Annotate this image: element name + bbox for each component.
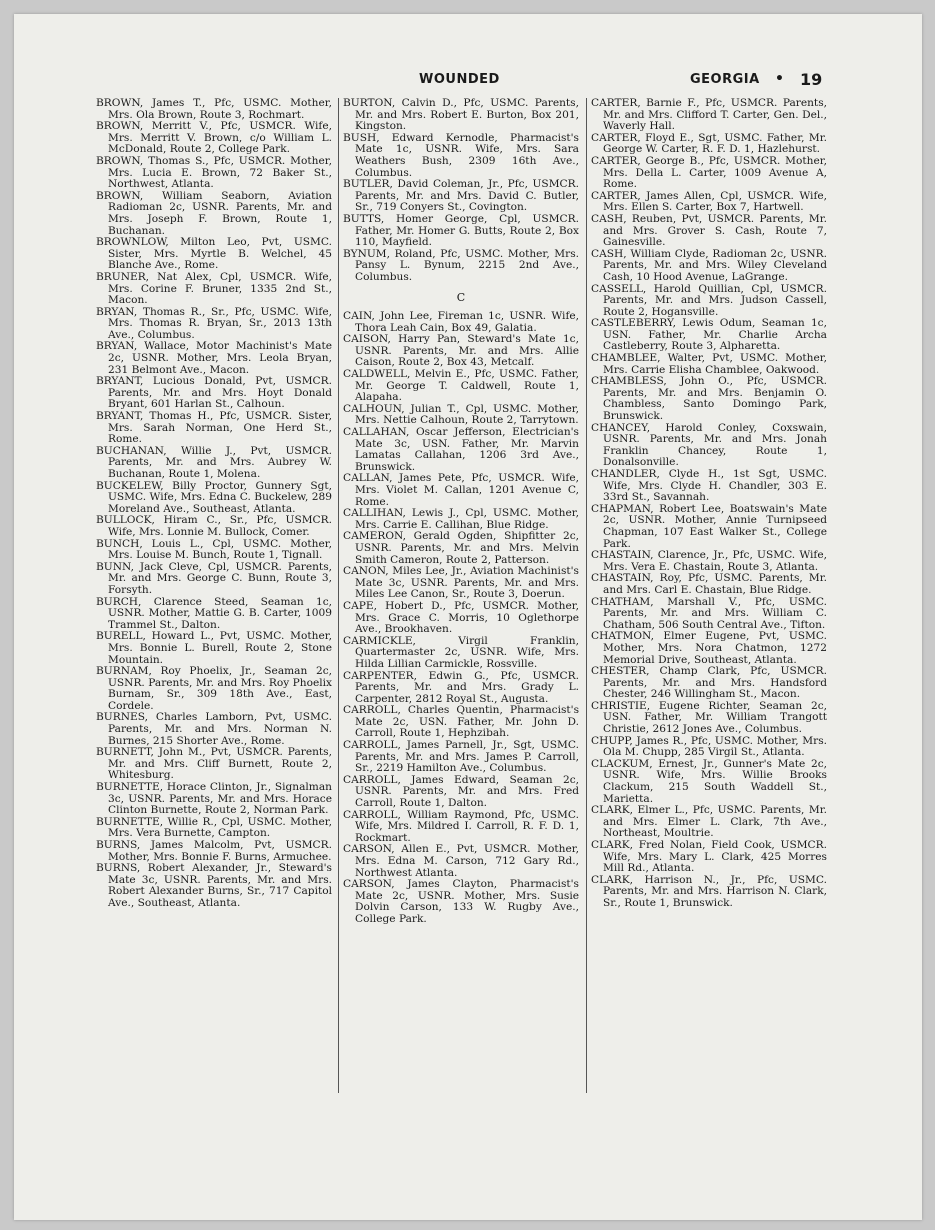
casualty-entry: CAIN, John Lee, Fireman 1c, USNR. Wife, Thora Leah Cain, Box 49, Galatia.	[343, 310, 579, 334]
casualty-entry: CHAMBLEE, Walter, Pvt, USMC. Mother, Mrs. Carrie Elisha Chamblee, Oakwood.	[591, 352, 827, 376]
page-header	[0, 72, 935, 92]
casualty-entry: CARSON, James Clayton, Pharmacist's Mate 2c, USNR. Mother, Mrs. Susie Dolvin Carson, 133 W. Rugby Ave., College Park.	[343, 878, 579, 925]
casualty-entry: CARTER, Barnie F., Pfc, USMCR. Parents, Mr. and Mrs. Clifford T. Carter, Gen. Del., Waverly Hall.	[591, 97, 827, 133]
casualty-entry: CARTER, James Allen, Cpl, USMCR. Wife, Mrs. Ellen S. Carter, Box 7, Hartwell.	[591, 189, 827, 214]
casualty-entry: CHAPMAN, Robert Lee, Boatswain's Mate 2c, USNR. Mother, Annie Turnipseed Chapman, 107 East Walker St., College Park.	[591, 502, 827, 550]
casualty-entry: BUCKELEW, Billy Proctor, Gunnery Sgt, USMC. Wife, Mrs. Edna C. Buckelew, 289 Moreland Ave., Southeast, Atlanta.	[96, 479, 332, 515]
casualty-entry: BRUNER, Nat Alex, Cpl, USMCR. Wife, Mrs. Corine F. Bruner, 1335 2nd St., Macon.	[96, 270, 332, 307]
casualty-entry: CHRISTIE, Eugene Richter, Seaman 2c, USN. Father, Mr. William Trangott Christie, 2612 Jones Ave., Columbus.	[591, 699, 827, 736]
casualty-entry: CALLIHAN, Lewis J., Cpl, USMC. Mother, Mrs. Carrie E. Callihan, Blue Ridge.	[343, 507, 579, 531]
casualty-entry: BURNS, James Malcolm, Pvt, USMCR. Mother, Mrs. Bonnie F. Burns, Armuchee.	[96, 839, 332, 863]
casualty-entry: BURNES, Charles Lamborn, Pvt, USMC. Parents, Mr. and Mrs. Norman N. Burnes, 215 Shorter Ave., Rome.	[96, 711, 332, 747]
header-state: GEORGIA	[690, 72, 760, 87]
casualty-entry: CALLAN, James Pete, Pfc, USMCR. Wife, Mrs. Violet M. Callan, 1201 Avenue C, Rome.	[343, 472, 579, 508]
casualty-entry: BROWNLOW, Milton Leo, Pvt, USMC. Sister, Mrs. Myrtle B. Welchel, 45 Blanche Ave., Rome.	[96, 236, 332, 272]
casualty-entry: BRYAN, Wallace, Motor Machinist's Mate 2c, USNR. Mother, Mrs. Leola Bryan, 231 Belmont Ave., Macon.	[96, 340, 332, 376]
casualty-entry: CAPE, Hobert D., Pfc, USMCR. Mother, Mrs. Grace C. Morris, 10 Oglethorpe Ave., Brookhaven.	[343, 599, 579, 636]
casualty-entry: CHAMBLESS, John O., Pfc, USMCR. Parents, Mr. and Mrs. Benjamin O. Chambless, Santo Domingo Park, Brunswick.	[591, 375, 827, 423]
casualty-entry: CARROLL, James Parnell, Jr., Sgt, USMC. Parents, Mr. and Mrs. James P. Carroll, Sr., 2219 Hamilton Ave., Columbus.	[343, 739, 579, 775]
casualty-entry: CLARK, Fred Nolan, Field Cook, USMCR. Wife, Mrs. Mary L. Clark, 425 Morres Mill Rd., Atlanta.	[591, 839, 827, 875]
casualty-entry: CHATMON, Elmer Eugene, Pvt, USMC. Mother, Mrs. Nora Chatmon, 1272 Memorial Drive, Southeast, Atlanta.	[591, 630, 827, 666]
casualty-entry: CARTER, George B., Pfc, USMCR. Mother, Mrs. Della L. Carter, 1009 Avenue A, Rome.	[591, 154, 827, 191]
casualty-entry: BROWN, William Seaborn, Aviation Radioman 2c, USNR. Parents, Mr. and Mrs. Joseph F. Brown, Route 1, Buchanan.	[96, 189, 332, 237]
casualty-entry: CARSON, Allen E., Pvt, USMCR. Mother, Mrs. Edna M. Carson, 712 Gary Rd., Northwest Atlanta.	[343, 843, 579, 879]
page-number: 19	[800, 70, 823, 89]
casualty-entry: BROWN, Thomas S., Pfc, USMCR. Mother, Mrs. Lucia E. Brown, 72 Baker St., Northwest, Atlanta.	[96, 154, 332, 191]
casualty-entry: CLACKUM, Ernest, Jr., Gunner's Mate 2c, USNR. Wife, Mrs. Willie Brooks Clackum, 215 South Waddell St., Marietta.	[591, 757, 827, 805]
casualty-entry: CAISON, Harry Pan, Steward's Mate 1c, USNR. Parents, Mr. and Mrs. Allie Caison, Route 2, Box 43, Metcalf.	[343, 333, 579, 369]
casualty-entry: CALLAHAN, Oscar Jefferson, Electrician's Mate 3c, USN. Father, Mr. Marvin Lamatas Callahan, 1206 3rd Ave., Brunswick.	[343, 426, 579, 473]
casualty-entry: BUTLER, David Coleman, Jr., Pfc, USMCR. Parents, Mr. and Mrs. David C. Butler, Sr., 719 Conyers St., Covington.	[343, 178, 579, 214]
casualty-entry: BUNN, Jack Cleve, Cpl, USMCR. Parents, Mr. and Mrs. George C. Bunn, Route 3, Forsyth.	[96, 560, 332, 596]
casualty-entry: CHANCEY, Harold Conley, Coxswain, USNR. Parents, Mr. and Mrs. Jonah Franklin Chancey, Route 1, Donalsonville.	[591, 421, 827, 469]
casualty-entry: CASSELL, Harold Quillian, Cpl, USMCR. Parents, Mr. and Mrs. Judson Cassell, Route 2, Hogansville.	[591, 282, 827, 318]
casualty-entry: BURELL, Howard L., Pvt, USMC. Mother, Mrs. Bonnie L. Burell, Route 2, Stone Mountain.	[96, 630, 332, 666]
casualty-entry: CARTER, Floyd E., Sgt, USMC. Father, Mr. George W. Carter, R. F. D. 1, Hazlehurst.	[591, 131, 827, 156]
casualty-entry: BRYANT, Lucious Donald, Pvt, USMCR. Parents, Mr. and Mrs. Hoyt Donald Bryant, 601 Harlan St., Calhoun.	[96, 375, 332, 411]
casualty-entry: BUTTS, Homer George, Cpl, USMCR. Father, Mr. Homer G. Butts, Route 2, Box 110, Mayfield.	[343, 212, 579, 249]
casualty-entry: BUCHANAN, Willie J., Pvt, USMCR. Parents, Mr. and Mrs. Aubrey W. Buchanan, Route 1, Molena.	[96, 444, 332, 480]
column-1	[96, 98, 332, 910]
casualty-entry: CARROLL, William Raymond, Pfc, USMC. Wife, Mrs. Mildred I. Carroll, R. F. D. 1, Rockmart.	[343, 808, 579, 844]
casualty-entry: BUSH, Edward Kernodle, Pharmacist's Mate 1c, USNR. Wife, Mrs. Sara Weathers Bush, 2309 16th Ave., Columbus.	[343, 131, 579, 179]
casualty-entry: BURNS, Robert Alexander, Jr., Steward's Mate 3c, USNR. Parents, Mr. and Mrs. Robert Alexander Burns, Sr., 717 Capitol Ave., Southeast, Atlanta.	[96, 862, 332, 909]
header-title: WOUNDED	[419, 72, 500, 87]
casualty-entry: CLARK, Harrison N., Jr., Pfc, USMC. Parents, Mr. and Mrs. Harrison N. Clark, Sr., Route 1, Brunswick.	[591, 873, 827, 909]
casualty-entry: BURCH, Clarence Steed, Seaman 1c, USNR. Mother, Mattie G. B. Carter, 1009 Trammel St., Dalton.	[96, 595, 332, 631]
casualty-entry: BURTON, Calvin D., Pfc, USMC. Parents, Mr. and Mrs. Robert E. Burton, Box 201, Kingston.	[343, 97, 579, 133]
casualty-entry: BURNAM, Roy Phoelix, Jr., Seaman 2c, USNR. Parents, Mr. and Mrs. Roy Phoelix Burnam, Sr., 309 18th Ave., East, Cordele.	[96, 665, 332, 712]
casualty-entry: CARPENTER, Edwin G., Pfc, USMCR. Parents, Mr. and Mrs. Grady L. Carpenter, 2812 Royal St., Augusta.	[343, 669, 579, 705]
casualty-entry: BURNETTE, Horace Clinton, Jr., Signalman 3c, USNR. Parents, Mr. and Mrs. Horace Clinton Burnette, Route 2, Norman Park.	[96, 781, 332, 817]
casualty-entry: BROWN, Merritt V., Pfc, USMCR. Wife, Mrs. Merritt V. Brown, c/o William L. McDonald, Route 2, College Park.	[96, 120, 332, 156]
casualty-entry: CHASTAIN, Clarence, Jr., Pfc, USMC. Wife, Mrs. Vera E. Chastain, Route 3, Atlanta.	[591, 549, 827, 573]
column-3	[591, 98, 827, 910]
casualty-entry: CLARK, Elmer L., Pfc, USMC. Parents, Mr. and Mrs. Elmer L. Clark, 7th Ave., Northeast, Moultrie.	[591, 804, 827, 840]
casualty-entry: CARROLL, Charles Quentin, Pharmacist's Mate 2c, USN. Father, Mr. John D. Carroll, Route 1, Hephzibah.	[343, 704, 579, 740]
casualty-entry: BUNCH, Louis L., Cpl, USMC. Mother, Mrs. Louise M. Bunch, Route 1, Tignall.	[96, 537, 332, 562]
casualty-entry: CALHOUN, Julian T., Cpl, USMC. Mother, Mrs. Nettie Calhoun, Route 2, Tarrytown.	[343, 402, 579, 427]
casualty-entry: CARROLL, James Edward, Seaman 2c, USNR. Parents, Mr. and Mrs. Fred Carroll, Route 1, Dalton.	[343, 773, 579, 810]
casualty-entry: CASH, Reuben, Pvt, USMCR. Parents, Mr. and Mrs. Grover S. Cash, Route 7, Gainesville.	[591, 212, 827, 249]
casualty-entry: CHESTER, Champ Clark, Pfc, USMCR. Parents, Mr. and Mrs. Handsford Chester, 246 Willingham St., Macon.	[591, 665, 827, 701]
column-2-entries-before	[343, 98, 579, 284]
casualty-entry: CHUPP, James R., Pfc, USMC. Mother, Mrs. Ola M. Chupp, 285 Virgil St., Atlanta.	[591, 734, 827, 759]
column-2-entries-after	[343, 311, 579, 925]
header-bullet: •	[775, 71, 784, 87]
casualty-entry: CASH, William Clyde, Radioman 2c, USNR. Parents, Mr. and Mrs. Wiley Cleveland Cash, 10 Hood Avenue, LaGrange.	[591, 247, 827, 283]
casualty-entry: BRYAN, Thomas R., Sr., Pfc, USMC. Wife, Mrs. Thomas R. Bryan, Sr., 2013 13th Ave., Columbus.	[96, 305, 332, 341]
casualty-entry: CARMICKLE, Virgil Franklin, Quartermaster 2c, USNR. Wife, Mrs. Hilda Lillian Carmickle, Rossville.	[343, 634, 579, 670]
column-2	[343, 98, 579, 926]
casualty-entry: CAMERON, Gerald Ogden, Shipfitter 2c, USNR. Parents, Mr. and Mrs. Melvin Smith Cameron, Route 2, Patterson.	[343, 530, 579, 566]
casualty-entry: CHATHAM, Marshall V., Pfc, USMC. Parents, Mr. and Mrs. William C. Chatham, 506 South Central Ave., Tifton.	[591, 595, 827, 631]
casualty-entry: CASTLEBERRY, Lewis Odum, Seaman 1c, USN. Father, Mr. Charlie Archa Castleberry, Route 3, Alpharetta.	[591, 317, 827, 353]
section-letter: C	[456, 290, 466, 304]
casualty-entry: BULLOCK, Hiram C., Sr., Pfc, USMCR. Wife, Mrs. Lonnie M. Bullock, Comer.	[96, 514, 332, 538]
casualty-entry: CHASTAIN, Roy, Pfc, USMC. Parents, Mr. and Mrs. Carl E. Chastain, Blue Ridge.	[591, 572, 827, 596]
casualty-entry: BURNETT, John M., Pvt, USMCR. Parents, Mr. and Mrs. Cliff Burnett, Route 2, Whitesburg.	[96, 746, 332, 782]
column-divider	[338, 98, 339, 1093]
casualty-entry: BROWN, James T., Pfc, USMC. Mother, Mrs. Ola Brown, Route 3, Rochmart.	[96, 97, 332, 121]
casualty-entry: CANON, Miles Lee, Jr., Aviation Machinist's Mate 3c, USNR. Parents, Mr. and Mrs. Miles Lee Canon, Sr., Route 3, Doerun.	[343, 565, 579, 601]
casualty-entry: BURNETTE, Willie R., Cpl, USMC. Mother, Mrs. Vera Burnette, Campton.	[96, 815, 332, 840]
casualty-entry: CALDWELL, Melvin E., Pfc, USMC. Father, Mr. George T. Caldwell, Route 1, Alapaha.	[343, 368, 579, 404]
column-divider	[586, 98, 587, 1093]
casualty-entry: BYNUM, Roland, Pfc, USMC. Mother, Mrs. Pansy L. Bynum, 2215 2nd Ave., Columbus.	[343, 247, 579, 283]
casualty-entry: BRYANT, Thomas H., Pfc, USMCR. Sister, Mrs. Sarah Norman, One Herd St., Rome.	[96, 410, 332, 446]
casualty-entry: CHANDLER, Clyde H., 1st Sgt, USMC. Wife, Mrs. Clyde H. Chandler, 303 E. 33rd St., Savannah.	[591, 468, 827, 504]
